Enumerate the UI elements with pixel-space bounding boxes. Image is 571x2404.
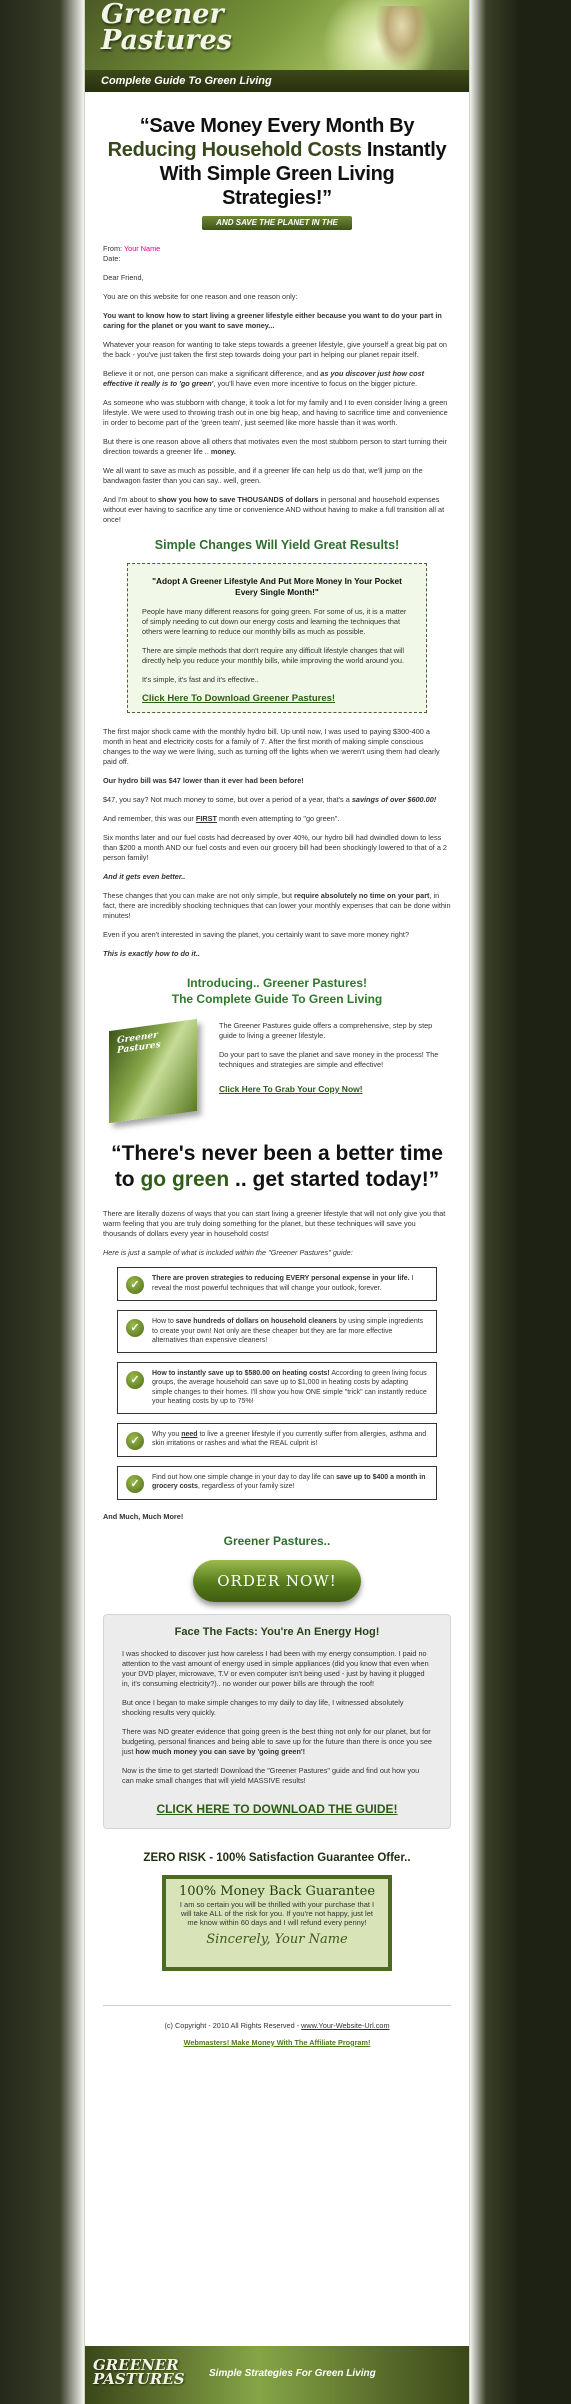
guarantee-section xyxy=(85,1853,469,2048)
never-p2: Here is just a sample of what is included within the "Greener Pastures" guide: xyxy=(103,1248,353,1257)
facts-p3-b: how much money you can save by 'going green'! xyxy=(135,1746,306,1756)
feature-rest: I reveal the most powerful techniques that will change your outlook, forever. xyxy=(152,1275,414,1292)
order-now-button[interactable]: ORDER NOW! xyxy=(193,1560,361,1602)
feature-rest: , regardless of your family size! xyxy=(197,1483,295,1490)
better-time-headline xyxy=(103,1141,451,1193)
greeting: Dear Friend, xyxy=(103,273,144,282)
letter-p5: As someone who was stubborn with change, it took a lot for my family and I to even consider living a green lifestyle. We were used to throwing trash out in one big heap, and having to sacrifice time and convenience in order to become part of the 'green team', just seemed like more hassle than it was worth. xyxy=(103,398,448,427)
better-time-part-2: .. get started today!” xyxy=(229,1168,440,1191)
letter-p4-a: Believe it or not, one person can make a significant difference, and xyxy=(103,369,321,378)
download-guide-link[interactable]: CLICK HERE TO DOWNLOAD THE GUIDE! xyxy=(156,1801,398,1816)
callout-box xyxy=(127,563,427,713)
better-time-part-1: “There's never been a better time to xyxy=(111,1142,443,1191)
feature-bold: There are proven strategies to reducing EVERY personal expense in your life. xyxy=(152,1275,410,1282)
checkmark-icon: ✓ xyxy=(126,1319,144,1337)
letter-p6-b: money. xyxy=(210,447,236,456)
from-label: From: xyxy=(103,244,123,253)
footer-logo xyxy=(93,2358,185,2386)
order-title: Greener Pastures.. xyxy=(223,1533,331,1548)
facts-p1: I was shocked to discover just how careless I had been with my energy consumption. I paid no attention to the vast amount of energy used in simple appliances (did you know that even when your DVD player, microwave, T.V or even computer isn't being used - just by having it plugged in, it's consuming electricity?).. no wonder our power bills are through the roof! xyxy=(122,1648,429,1688)
facts-title: Face The Facts: You're An Energy Hog! xyxy=(174,1625,380,1638)
story-p8: Even if you aren't interested in saving the planet, you certainly want to save more money right? xyxy=(103,930,410,939)
checkmark-icon: ✓ xyxy=(126,1475,144,1493)
facts-p2: But once I began to make simple changes to my daily to day life, I witnessed absolutely shocking results very quickly. xyxy=(122,1697,404,1717)
footer-logo-line-1: GREENER xyxy=(93,2356,179,2374)
story-p4-b: FIRST xyxy=(195,814,217,823)
checkmark-icon: ✓ xyxy=(126,1276,144,1294)
feature-bold: save up to $400 a month in grocery costs xyxy=(152,1473,426,1490)
from-line xyxy=(103,244,451,264)
story-p3-a: $47, you say? Not much money to some, but over a period of a year, that's a xyxy=(103,795,352,804)
intro-line-1: Introducing.. Greener Pastures! xyxy=(186,976,368,990)
facts-p3-a: There was NO greater evidence that going green is the best thing not only for our planet, but for budgeting, personal finances and being able to save up for the future than there is once you see just xyxy=(122,1726,432,1756)
footer-divider xyxy=(103,2005,451,2006)
copyright-text: (c) Copyright - 2010 All Rights Reserved - xyxy=(164,2020,302,2030)
site-logo xyxy=(101,2,232,54)
letter-p6-a: But there is one reason above all others that motivates even the most stubborn person to start turning their direction towards a greener life .. xyxy=(103,437,447,456)
logo-line-2: Pastures xyxy=(101,25,232,56)
header-banner xyxy=(85,0,469,92)
footer-tagline: Simple Strategies For Green Living xyxy=(209,2368,376,2379)
never-p1: There are literally dozens of ways that you can start living a greener lifestyle that will not only give you that warm feeling that you are truly doing something for the planet, but these techniques will save you thousands of dollars every year in household costs! xyxy=(103,1209,446,1238)
guarantee-badge-text: I am so certain you will be thrilled with your purchase that I will take ALL of the risk for you. If you're not happy, just let me know within 60 days and I will refund every penny! xyxy=(179,1899,375,1927)
intro-row xyxy=(103,1021,451,1117)
story-p4-c: month even attempting to "go green". xyxy=(216,814,340,823)
callout-p1: People have many different reasons for going green. For some of us, it is a matter of simply needing to cut down our energy costs and learning the techniques that others were learning to reduce our monthly bills as much as possible. xyxy=(142,607,407,636)
story-p4-a: And remember, this was our xyxy=(103,814,196,823)
feature-item xyxy=(117,1362,437,1414)
feature-pre: Why you xyxy=(152,1430,182,1438)
guarantee-signature: Sincerely, Your Name xyxy=(206,1931,348,1947)
story-p3-b: savings of over $600.00! xyxy=(351,795,437,804)
letter-p8 xyxy=(103,495,451,525)
checkmark-icon: ✓ xyxy=(126,1432,144,1450)
letter-p2: You want to know how to start living a greener lifestyle either because you want to do your part in caring for the planet or you want to save money... xyxy=(103,311,442,330)
much-more: And Much, Much More! xyxy=(103,1511,184,1521)
letter-p8-c: in personal and household expenses without ever having to sacrifice any time or convenience AND without having to make a full transition all at once! xyxy=(103,495,445,524)
letter-p8-a: And I'm about to xyxy=(103,495,158,504)
story-p7-b: require absolutely no time on your part xyxy=(294,891,430,900)
story-p5: Six months later and our fuel costs had decreased by over 40%, our hydro bill had dwindled down to less than $200 a month AND our fuel costs and even our grocery bill had been shockingly lowered to that of a 2 person family! xyxy=(103,833,447,862)
callout-title: "Adopt A Greener Lifestyle And Put More Money In Your Pocket Every Single Month!" xyxy=(152,576,402,597)
footer-logo-line-2: PASTURES xyxy=(93,2370,185,2388)
intro-p2: Do your part to save the planet and save money in the process! The techniques and strategies are simple and effective! xyxy=(219,1050,439,1069)
feature-rest: According to green living focus groups, the average household can save up to $1,000 in heating costs by adapting simple changes to their homes. I'll show you how ONE simple "trick" can instantly reduce your heating costs by up to 75%! xyxy=(152,1369,427,1405)
facts-p4: Now is the time to get started! Download the "Greener Pastures" guide and find out how you can make small changes that will yield MASSIVE results! xyxy=(122,1765,420,1785)
feature-text xyxy=(152,1274,430,1293)
content-column xyxy=(84,0,470,2404)
main-content xyxy=(85,114,469,1602)
feature-text xyxy=(152,1430,430,1449)
headline-part-2: Instantly With Simple Green Living Strategies!” xyxy=(159,139,447,209)
feature-text xyxy=(152,1317,430,1346)
footer-banner xyxy=(85,2346,469,2404)
woman-photo xyxy=(375,6,429,70)
intro-p1: The Greener Pastures guide offers a comprehensive, step by step guide to living a greener lifestyle. xyxy=(219,1021,433,1040)
ebook-cover-title: Greener Pastures xyxy=(117,1030,161,1057)
letter-p3: Whatever your reason for wanting to take steps towards a greener lifestyle, give yourself a great big pat on the back - you've just taken the first step towards doing your part in helping our planet repair itself. xyxy=(103,340,447,359)
header-tagline: Complete Guide To Green Living xyxy=(85,70,469,92)
feature-list xyxy=(103,1267,451,1500)
logo-line-1: Greener xyxy=(101,0,224,30)
story-p7-a: These changes that you can make are not only simple, but xyxy=(103,891,295,900)
feature-pre: How to xyxy=(152,1318,176,1325)
date-label: Date: xyxy=(103,254,121,263)
footer-text xyxy=(103,2020,451,2048)
feature-item xyxy=(117,1267,437,1301)
intro-text xyxy=(219,1021,451,1117)
ebook-cover-image xyxy=(109,1019,197,1123)
guarantee-badge xyxy=(162,1875,392,1971)
checkmark-icon: ✓ xyxy=(126,1371,144,1389)
feature-item xyxy=(117,1423,437,1457)
story-p7 xyxy=(103,891,451,921)
download-greener-pastures-link[interactable]: Click Here To Download Greener Pastures! xyxy=(142,693,336,704)
intro-line-2: The Complete Guide To Green Living xyxy=(171,992,383,1006)
planet-ribbon: AND SAVE THE PLANET IN THE PROCESS!! xyxy=(202,216,352,230)
story-p7-c: , in fact, there are incredibly shocking techniques that can lower your monthly expenses that can be done within minutes! xyxy=(103,891,451,920)
main-headline xyxy=(103,114,451,210)
callout-p2: There are simple methods that don't require any difficult lifestyle changes that will directly help you reduce your monthly bills, while improving the world around you. xyxy=(142,646,405,665)
story-p3 xyxy=(103,795,451,805)
feature-rest: to live a greener lifestyle if you currently suffer from allergies, asthma and skin irritations or rashes and what the REAL culprit is! xyxy=(152,1430,427,1447)
feature-bold: save hundreds of dollars on household cleaners xyxy=(175,1318,337,1325)
affiliate-program-link[interactable]: Webmasters! Make Money With The Affiliate Program! xyxy=(183,2037,371,2047)
feature-text xyxy=(152,1473,430,1492)
order-area xyxy=(103,1533,451,1602)
story-p9: This is exactly how to do it.. xyxy=(103,949,200,958)
callout-p3: It's simple, it's fast and it's effective.. xyxy=(142,675,259,684)
story-p4 xyxy=(103,814,451,824)
feature-bold: need xyxy=(181,1430,198,1438)
feature-item xyxy=(117,1466,437,1500)
feature-text xyxy=(152,1369,430,1407)
guarantee-badge-title: 100% Money Back Guarantee xyxy=(178,1883,376,1899)
letter-p8-b: show you how to save THOUSANDS of dollars xyxy=(157,495,319,504)
story-p2: Our hydro bill was $47 lower than it ever had been before! xyxy=(103,776,304,785)
letter-p4-c: , you'll have even more incentive to focus on the bigger picture. xyxy=(213,379,418,388)
headline-part-1: “Save Money Every Month By xyxy=(139,115,415,137)
story-p1: The first major shock came with the monthly hydro bill. Up until now, I was used to paying $300-400 a month in heat and electricity costs for a family of 7. After the first month of making simple conscious changes to the way we were living, such as turning off the lights when we weren't using them had clearly paid off. xyxy=(103,727,440,766)
grab-copy-link[interactable]: Click Here To Grab Your Copy Now! xyxy=(219,1084,363,1094)
letter-p4-b: as you discover just how cost effective it really is to 'go green' xyxy=(103,369,425,388)
headline-green: Reducing Household Costs xyxy=(107,139,362,161)
feature-pre: Find out how one simple change in your day to day life can xyxy=(152,1473,337,1481)
facts-p3 xyxy=(122,1727,432,1757)
letter-p4 xyxy=(103,369,451,389)
facts-box xyxy=(103,1614,451,1829)
from-name: Your Name xyxy=(123,244,161,253)
story-p6: And it gets even better.. xyxy=(103,872,186,881)
feature-rest: by using simple ingredients to create your own! Not only are these cheaper but they are far more effective alternatives than expensive cleaners! xyxy=(152,1318,424,1344)
letter-p7: We all want to save as much as possible, and if a greener life can help us do that, we'll jump on the bandwagon faster than you can say.. well, green. xyxy=(103,466,423,485)
feature-item xyxy=(117,1310,437,1353)
simple-changes-title: Simple Changes Will Yield Great Results! xyxy=(154,538,400,552)
feature-bold: How to instantly save up to $580.00 on heating costs! xyxy=(152,1369,330,1377)
guarantee-title: ZERO RISK - 100% Satisfaction Guarantee Offer.. xyxy=(143,1851,411,1864)
better-time-green: go green xyxy=(140,1168,230,1191)
website-link[interactable]: www.Your-Website-Url.com xyxy=(301,2020,390,2030)
letter-p1: You are on this website for one reason and one reason only: xyxy=(103,292,298,301)
letter-p6 xyxy=(103,437,451,457)
